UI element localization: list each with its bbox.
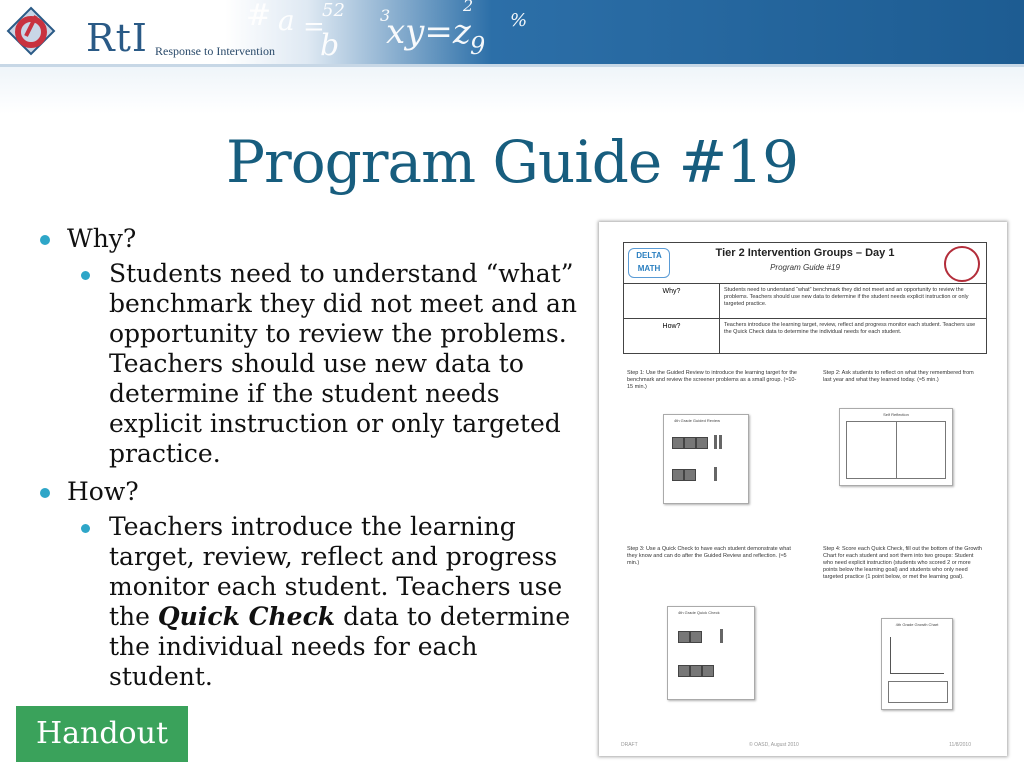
- bullet-why-label: Why?: [67, 224, 137, 253]
- cube-icon: [702, 665, 714, 677]
- header-banner: [0, 0, 1024, 64]
- chart-axis: [890, 637, 891, 673]
- growth-chart-sheet: [881, 618, 953, 710]
- district-seal-icon: [944, 246, 980, 282]
- doc-row-text: Teachers introduce the learning target, review, reflect and progress monitor each student. Teachers use the Quick Check data to determine the individual needs for each student.: [724, 322, 976, 335]
- decor-9: 9: [470, 32, 486, 60]
- cube-icon: [684, 469, 696, 481]
- guided-review-sheet: [663, 414, 749, 504]
- cube-icon: [678, 631, 690, 643]
- decor-2: 2: [463, 0, 474, 15]
- cube-icon: [696, 437, 708, 449]
- doc-header-table: [623, 242, 987, 354]
- rod-icon: [719, 435, 722, 449]
- bullet-how: [40, 477, 588, 507]
- doc-title: Tier 2 Intervention Groups – Day 1: [715, 247, 895, 259]
- header-gradient: [0, 64, 1024, 114]
- handout-document-preview[interactable]: [599, 222, 1007, 756]
- rod-icon: [714, 467, 717, 481]
- sheet-label: 4th Grade Growth Chart: [895, 622, 939, 627]
- decor-b: b: [320, 28, 340, 63]
- doc-row-label: Why?: [624, 284, 720, 318]
- rod-icon: [720, 629, 723, 643]
- chart-table: [888, 681, 948, 703]
- doc-subtitle: Program Guide #19: [770, 263, 840, 272]
- rod-icon: [714, 435, 717, 449]
- doc-row-why: [624, 284, 986, 319]
- self-reflection-sheet: [839, 408, 953, 486]
- delta-math-logo-icon: DELTA MATH: [628, 248, 670, 278]
- cube-icon: [690, 631, 702, 643]
- doc-row-label: How?: [624, 319, 720, 353]
- cube-icon: [672, 437, 684, 449]
- doc-step-4: Step 4: Score each Quick Check, fill out the bottom of the Growth Chart for each student and sort them into two groups: Student who need explicit instruction (students who scored 2 or more points below the learning goal) and students who only need targeted practice (1 point below, or met the learning goal).: [823, 546, 982, 580]
- brand-name: RtI: [86, 16, 148, 60]
- sheet-label: Self Reflection: [883, 412, 909, 417]
- cube-icon: [690, 665, 702, 677]
- bullet-icon: [40, 235, 50, 245]
- decor-52: 52: [322, 0, 345, 21]
- doc-footer-copyright: © OASD, August 2010: [749, 742, 799, 748]
- reflection-divider: [896, 421, 897, 479]
- bullet-why: [40, 224, 588, 254]
- sheet-label: 4th Grade Guided Review: [674, 418, 721, 423]
- doc-footer-date: 11/8/2010: [949, 742, 971, 748]
- doc-row-text: Students need to understand “what” benchmark they did not meet and an opportunity to review the problems. Teachers should use new data to determine if the student needs explicit instruction or only targeted practice.: [724, 287, 969, 307]
- bullet-why-detail: [81, 259, 588, 469]
- doc-step-2: Step 2: Ask students to reflect on what they remembered from last year and what they learned today. (≈5 min.): [823, 370, 974, 383]
- decor-xyz: xy=z: [386, 12, 471, 52]
- chart-axis: [890, 673, 944, 674]
- cube-icon: [678, 665, 690, 677]
- decor-a: a: [278, 4, 295, 37]
- rti-logo-icon: [6, 6, 56, 56]
- doc-title-row: [624, 243, 986, 284]
- header-divider: [0, 64, 1024, 67]
- doc-footer-draft: DRAFT: [621, 742, 638, 748]
- brand-subtitle: Response to Intervention: [155, 44, 275, 58]
- doc-step-3: Step 3: Use a Quick Check to have each student demonstrate what they know and can do after the Guided Review and reflection. (≈5 min.): [627, 546, 791, 566]
- bullet-icon: [81, 271, 90, 280]
- slide-title: Program Guide #19: [225, 128, 799, 196]
- bullet-icon: [81, 524, 90, 533]
- doc-row-how: [624, 319, 986, 353]
- bullet-how-label: How?: [67, 477, 139, 506]
- sheet-label: 4th Grade Quick Check: [678, 610, 720, 615]
- quick-check-emphasis: Quick Check: [157, 602, 336, 631]
- bullet-how-detail: [81, 512, 588, 692]
- handout-button[interactable]: Handout: [16, 706, 188, 762]
- decor-hash: #: [246, 0, 272, 33]
- bullet-list: [40, 224, 588, 700]
- quick-check-sheet: [667, 606, 755, 700]
- bullet-why-text: Students need to understand “what” benchmark they did not meet and an opportunity to review the problems. Teachers should use new data to determine if the student needs explicit instruction or only targeted practice.: [109, 259, 578, 468]
- decor-equals: =: [303, 12, 325, 42]
- doc-step-1: Step 1: Use the Guided Review to introduce the learning target for the benchmark and review the screener problems as a small group. (≈10-15 min.): [627, 370, 797, 390]
- bullet-how-text-a: Teachers introduce the learning target, review, reflect and progress monitor each student. Teachers use the: [109, 512, 563, 631]
- bullet-how-text-b: data to determine the individual needs for each student.: [109, 602, 571, 691]
- decor-percent: %: [510, 10, 528, 31]
- cube-icon: [672, 469, 684, 481]
- bullet-icon: [40, 488, 50, 498]
- cube-icon: [684, 437, 696, 449]
- decor-3: 3: [380, 6, 391, 25]
